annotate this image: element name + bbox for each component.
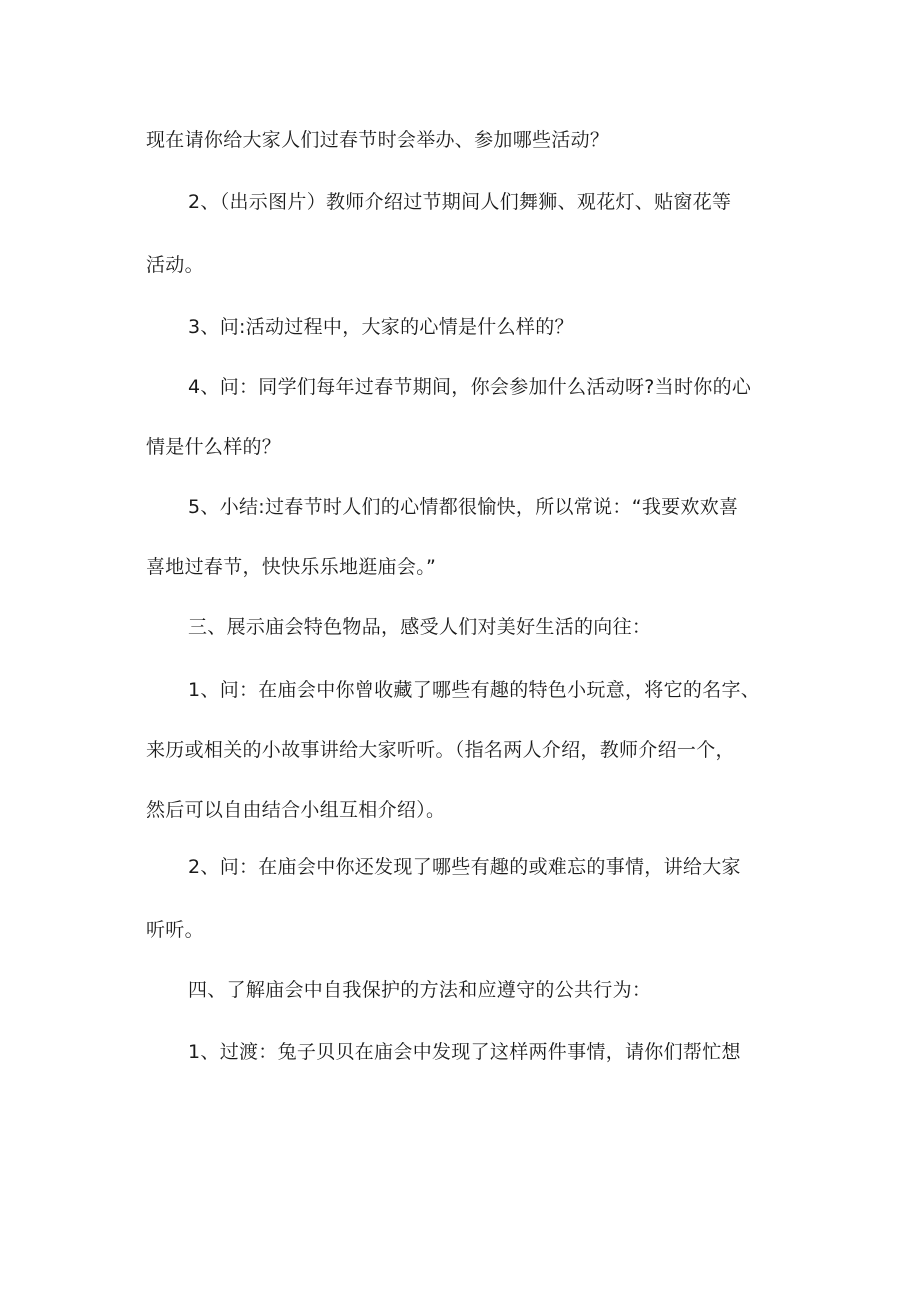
text-line: 1、问：在庙会中你曾收藏了哪些有趣的特色小玩意，将它的名字、 xyxy=(188,679,761,701)
text-line: 5、小结:过春节时人们的心情都很愉快，所以常说：“我要欢欢喜 xyxy=(188,496,739,518)
text-line: 然后可以自由结合小组互相介绍）。 xyxy=(146,799,446,821)
text-line: 4、问：同学们每年过春节期间，你会参加什么活动呀?当时你的心 xyxy=(188,376,752,398)
text-line: 情是什么样的？ xyxy=(146,436,282,458)
text-line: 来历或相关的小故事讲给大家听听。（指名两人介绍，教师介绍一个， xyxy=(146,739,735,761)
text-line: 喜地过春节，快快乐乐地逛庙会。” xyxy=(146,556,437,578)
text-line: 活动。 xyxy=(146,254,204,276)
section-heading: 四、了解庙会中自我保护的方法和应遵守的公共行为： xyxy=(188,979,652,1001)
text-line: 2、（出示图片）教师介绍过节期间人们舞狮、观花灯、贴窗花等 xyxy=(188,191,732,213)
text-line: 2、问：在庙会中你还发现了哪些有趣的或难忘的事情，讲给大家 xyxy=(188,856,741,878)
text-line: 1、过渡：兔子贝贝在庙会中发现了这样两件事情，请你们帮忙想 xyxy=(188,1041,741,1063)
text-line: 3、问:活动过程中，大家的心情是什么样的？ xyxy=(188,316,574,338)
section-heading: 三、展示庙会特色物品，感受人们对美好生活的向往： xyxy=(188,616,652,638)
text-line: 听听。 xyxy=(146,919,204,941)
text-line: 现在请你给大家人们过春节时会举办、参加哪些活动？ xyxy=(146,129,610,151)
